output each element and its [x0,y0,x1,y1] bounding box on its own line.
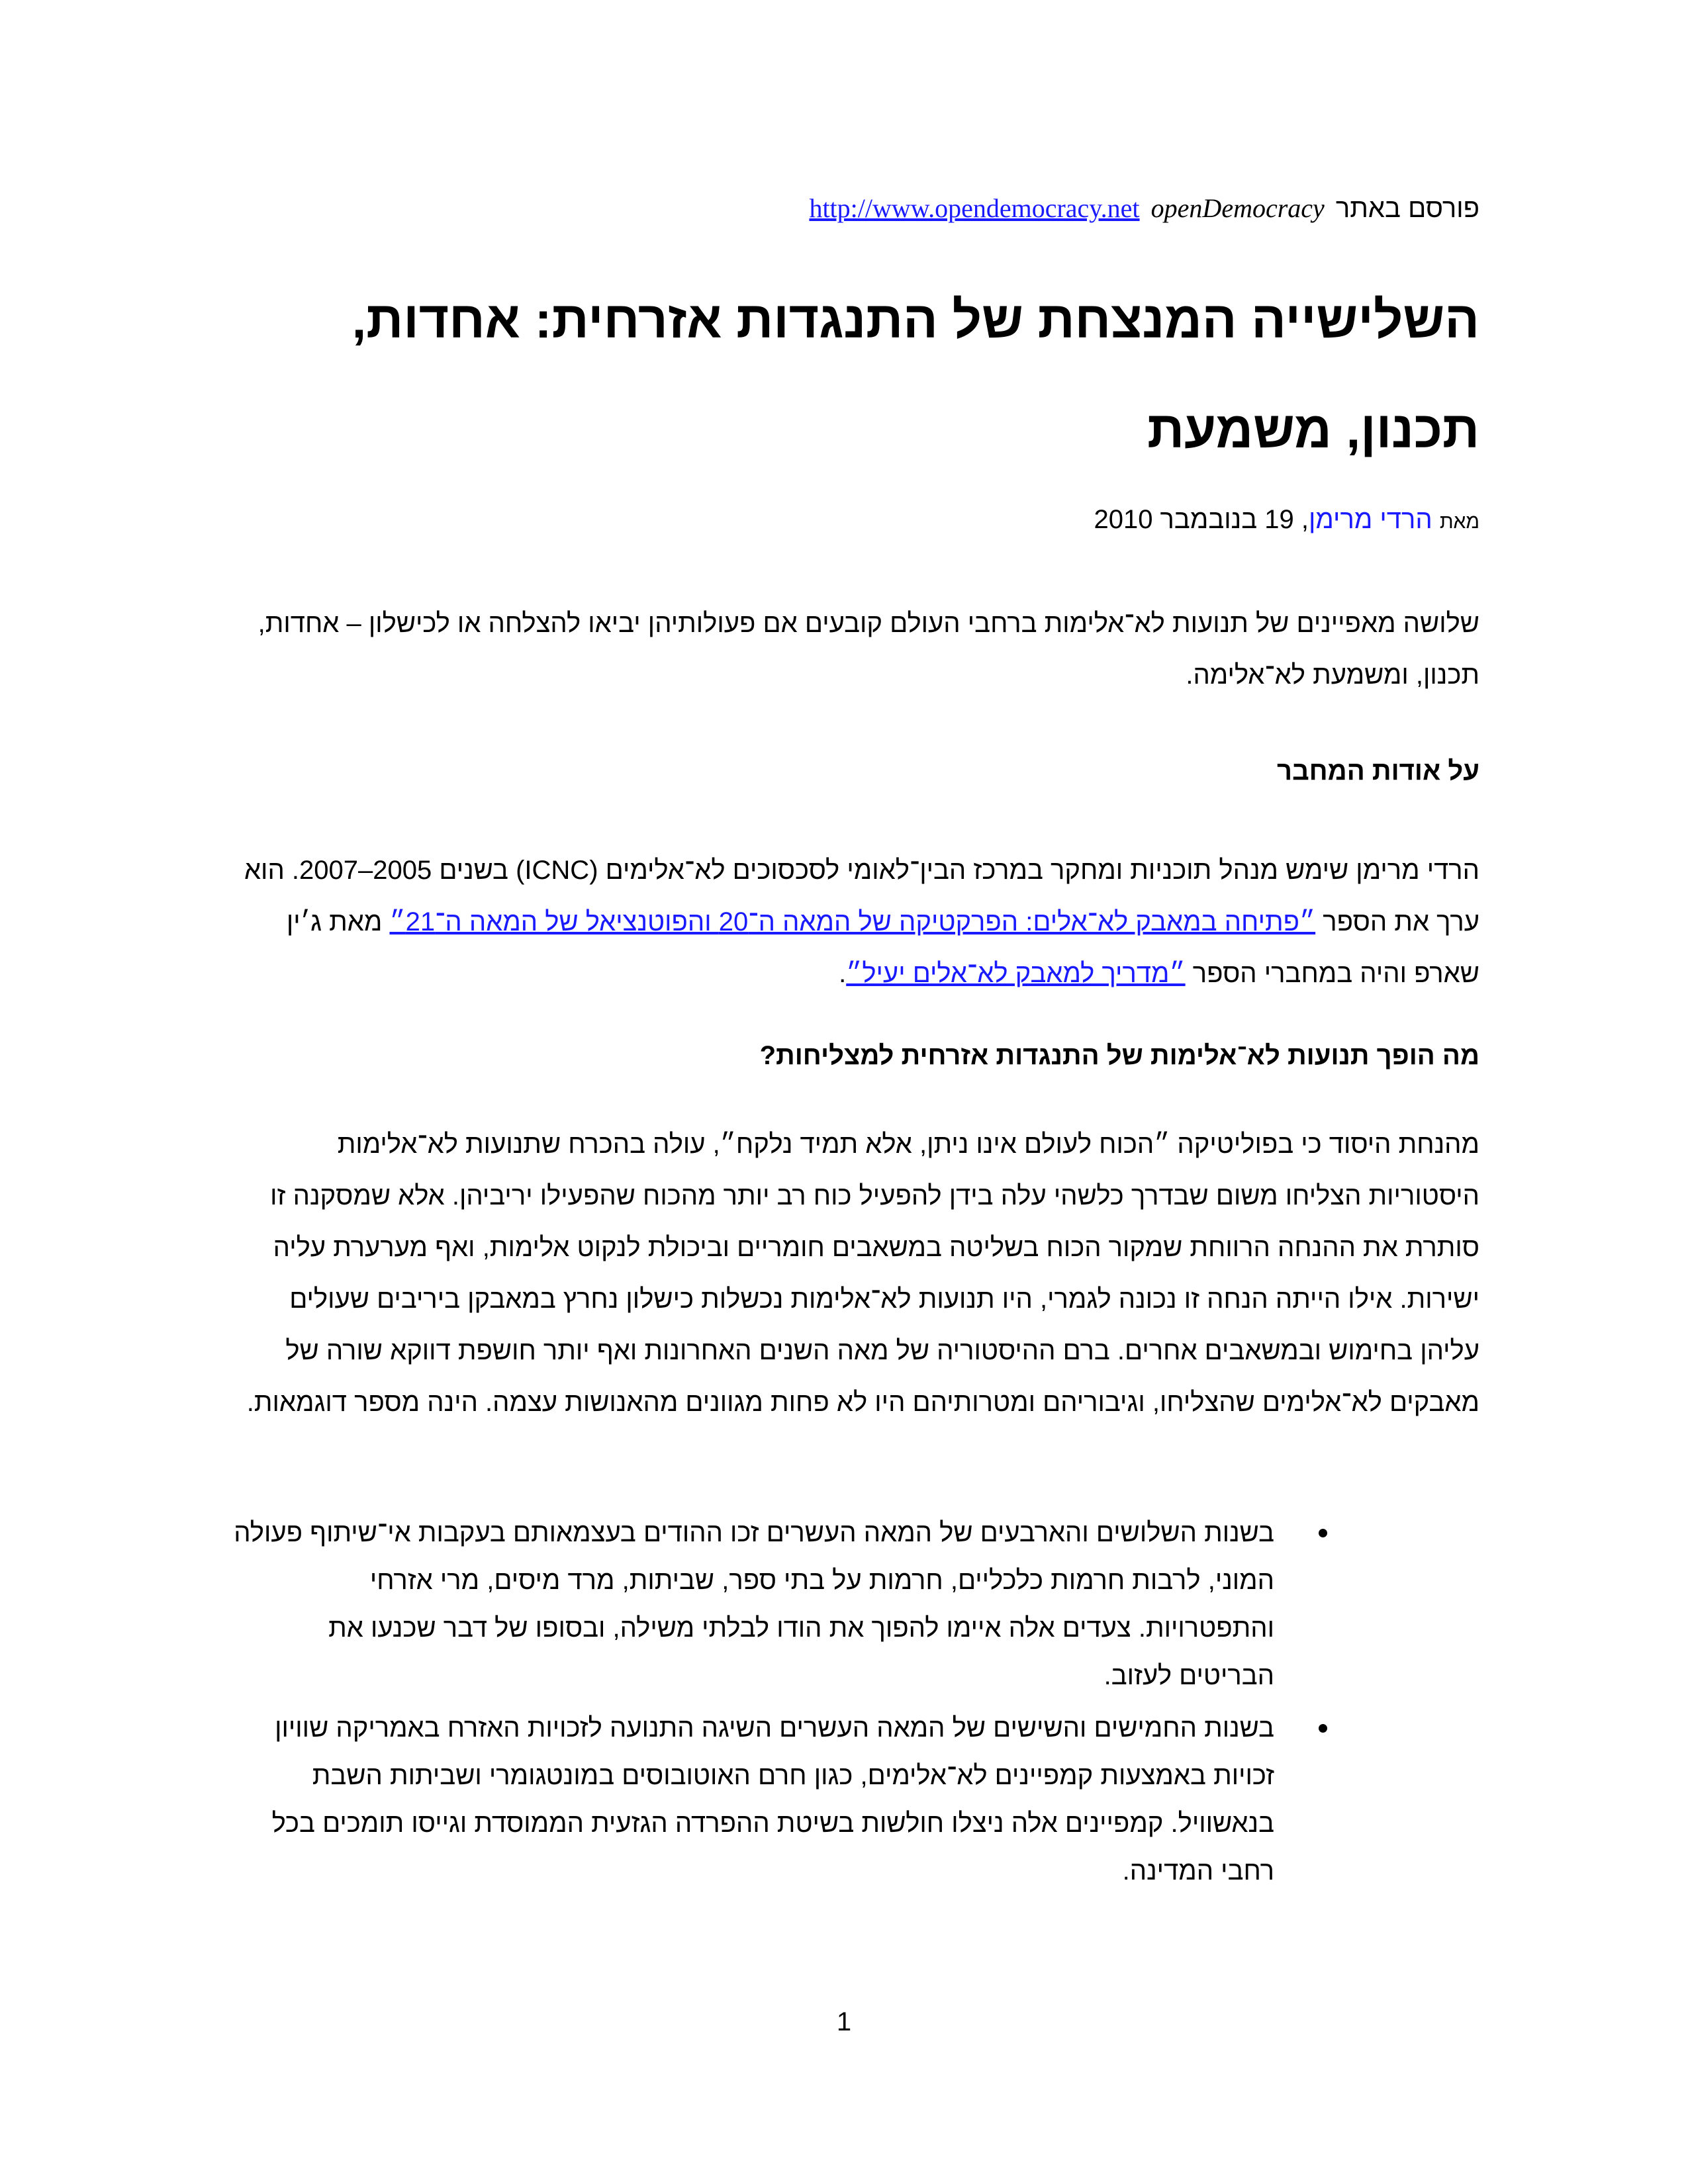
published-line [228,189,1479,228]
list-item [228,1509,1479,1700]
list-item [228,1704,1479,1895]
book-link-1[interactable]: ״פתיחה במאבק לא־אלים: הפרקטיקה של המאה ה־20 והפוטנציאל של המאה ה־21״ [389,907,1316,936]
byline [228,500,1479,542]
summary-paragraph: שלושה מאפיינים של תנועות לא־אלימות ברחבי העולם קובעים אם פעולותיהן יביאו להצלחה או לכישלון – אחדות, תכנון, ומשמעת לא־אלימה. [258,609,1479,690]
author-link[interactable]: הרדי מרימן [1308,505,1432,534]
section-paragraph: מהנחת היסוד כי בפוליטיקה ״הכוח לעולם אינו ניתן, אלא תמיד נלקח״, עולה בהכרח שתנועות לא־אלימות היסטוריות הצליחו משום שבדרך כלשהי עלה בידן להפעיל כוח רב יותר מהכוח שהפעילו יריביהן. אלא שמסקנה זו סותרת את ההנחה הרווחת שמקור הכוח בשליטה במשאבים חומריים וביכולת לנקוט אלימות, ואף מערערת עליה ישירות. אילו הייתה הנחה זו נכונה לגמרי, היו תנועות לא־אלימות נכשלות כישלון נחרץ במאבקן ביריבים שעולים עליהן בחימוש ובמשאבים אחרים. ברם ההיסטוריה של מאה השנים האחרונות ואף יותר חושפת דווקא שורה של מאבקים לא־אלימים שהצליחו, וגיבוריהם ומטרותיהם היו לא פחות מגוונים מהאנושות עצמה. הינה מספר דוגמאות. [246,1130,1479,1417]
site-name: openDemocracy [1150,193,1325,223]
byline-from: מאת [1439,511,1479,533]
page-number: 1 [836,2007,852,2036]
examples-list [228,1509,1479,1899]
about-text-4: . [839,959,847,988]
bullet-icon [1319,1724,1327,1733]
about-text-3: מאת ג׳ין שארפ והיה במחברי הספר [286,907,1479,988]
list-item-text: בשנות החמישים והשישים של המאה העשרים השיגה התנועה לזכויות האזרח באמריקה שוויון זכויות באמצעות קמפיינים לא־אלימים, כגון חרם האוטובוסים במונטגומרי ושביתות השבת בנאשוויל. קמפיינים אלה ניצלו חולשות בשיטת ההפרדה הגזעית הממוסדת וגייסו תומכים בכל רחבי המדינה. [271,1713,1274,1886]
about-text-1: הרדי מרימן שימש מנהל תוכניות ומחקר במרכז הבין־לאומי לסכסוכים לא־אלימים [598,856,1479,885]
document-page [228,0,1479,2184]
about-paragraph [228,844,1479,999]
about-text-2: בשנים 2005–2007. הוא ערך את הספר [244,856,1479,936]
published-prefix: פורסם באתר [1335,194,1479,223]
section-heading: מה הופך תנועות לא־אלימות של התנגדות אזרחית למצליחות? [759,1041,1479,1070]
list-item-text: בשנות השלושים והארבעים של המאה העשרים זכו ההודים בעצמאותם בעקבות אי־שיתוף פעולה המוני, לרבות חרמות כלכליים, חרמות על בתי ספר, שביתות, מרד מיסים, מרי אזרחי והתפטרויות. צעדים אלה איימו להפוך את הודו לבלתי משילה, ובסופו של דבר שכנעו את הבריטים לעזוב. [234,1518,1274,1690]
bullet-icon [1319,1529,1327,1537]
byline-date: , 19 בנובמבר 2010 [1094,505,1309,534]
page-title: השלישייה המנצחת של התנגדות אזרחית: אחדות, תכנון, משמעת [352,291,1479,459]
site-url-link[interactable]: http://www.opendemocracy.net [809,193,1140,223]
book-link-2[interactable]: ״מדריך למאבק לא־אלים יעיל״ [846,959,1186,988]
about-heading: על אודות המחבר [1277,756,1479,786]
org-abbreviation: (ICNC) [516,856,598,885]
